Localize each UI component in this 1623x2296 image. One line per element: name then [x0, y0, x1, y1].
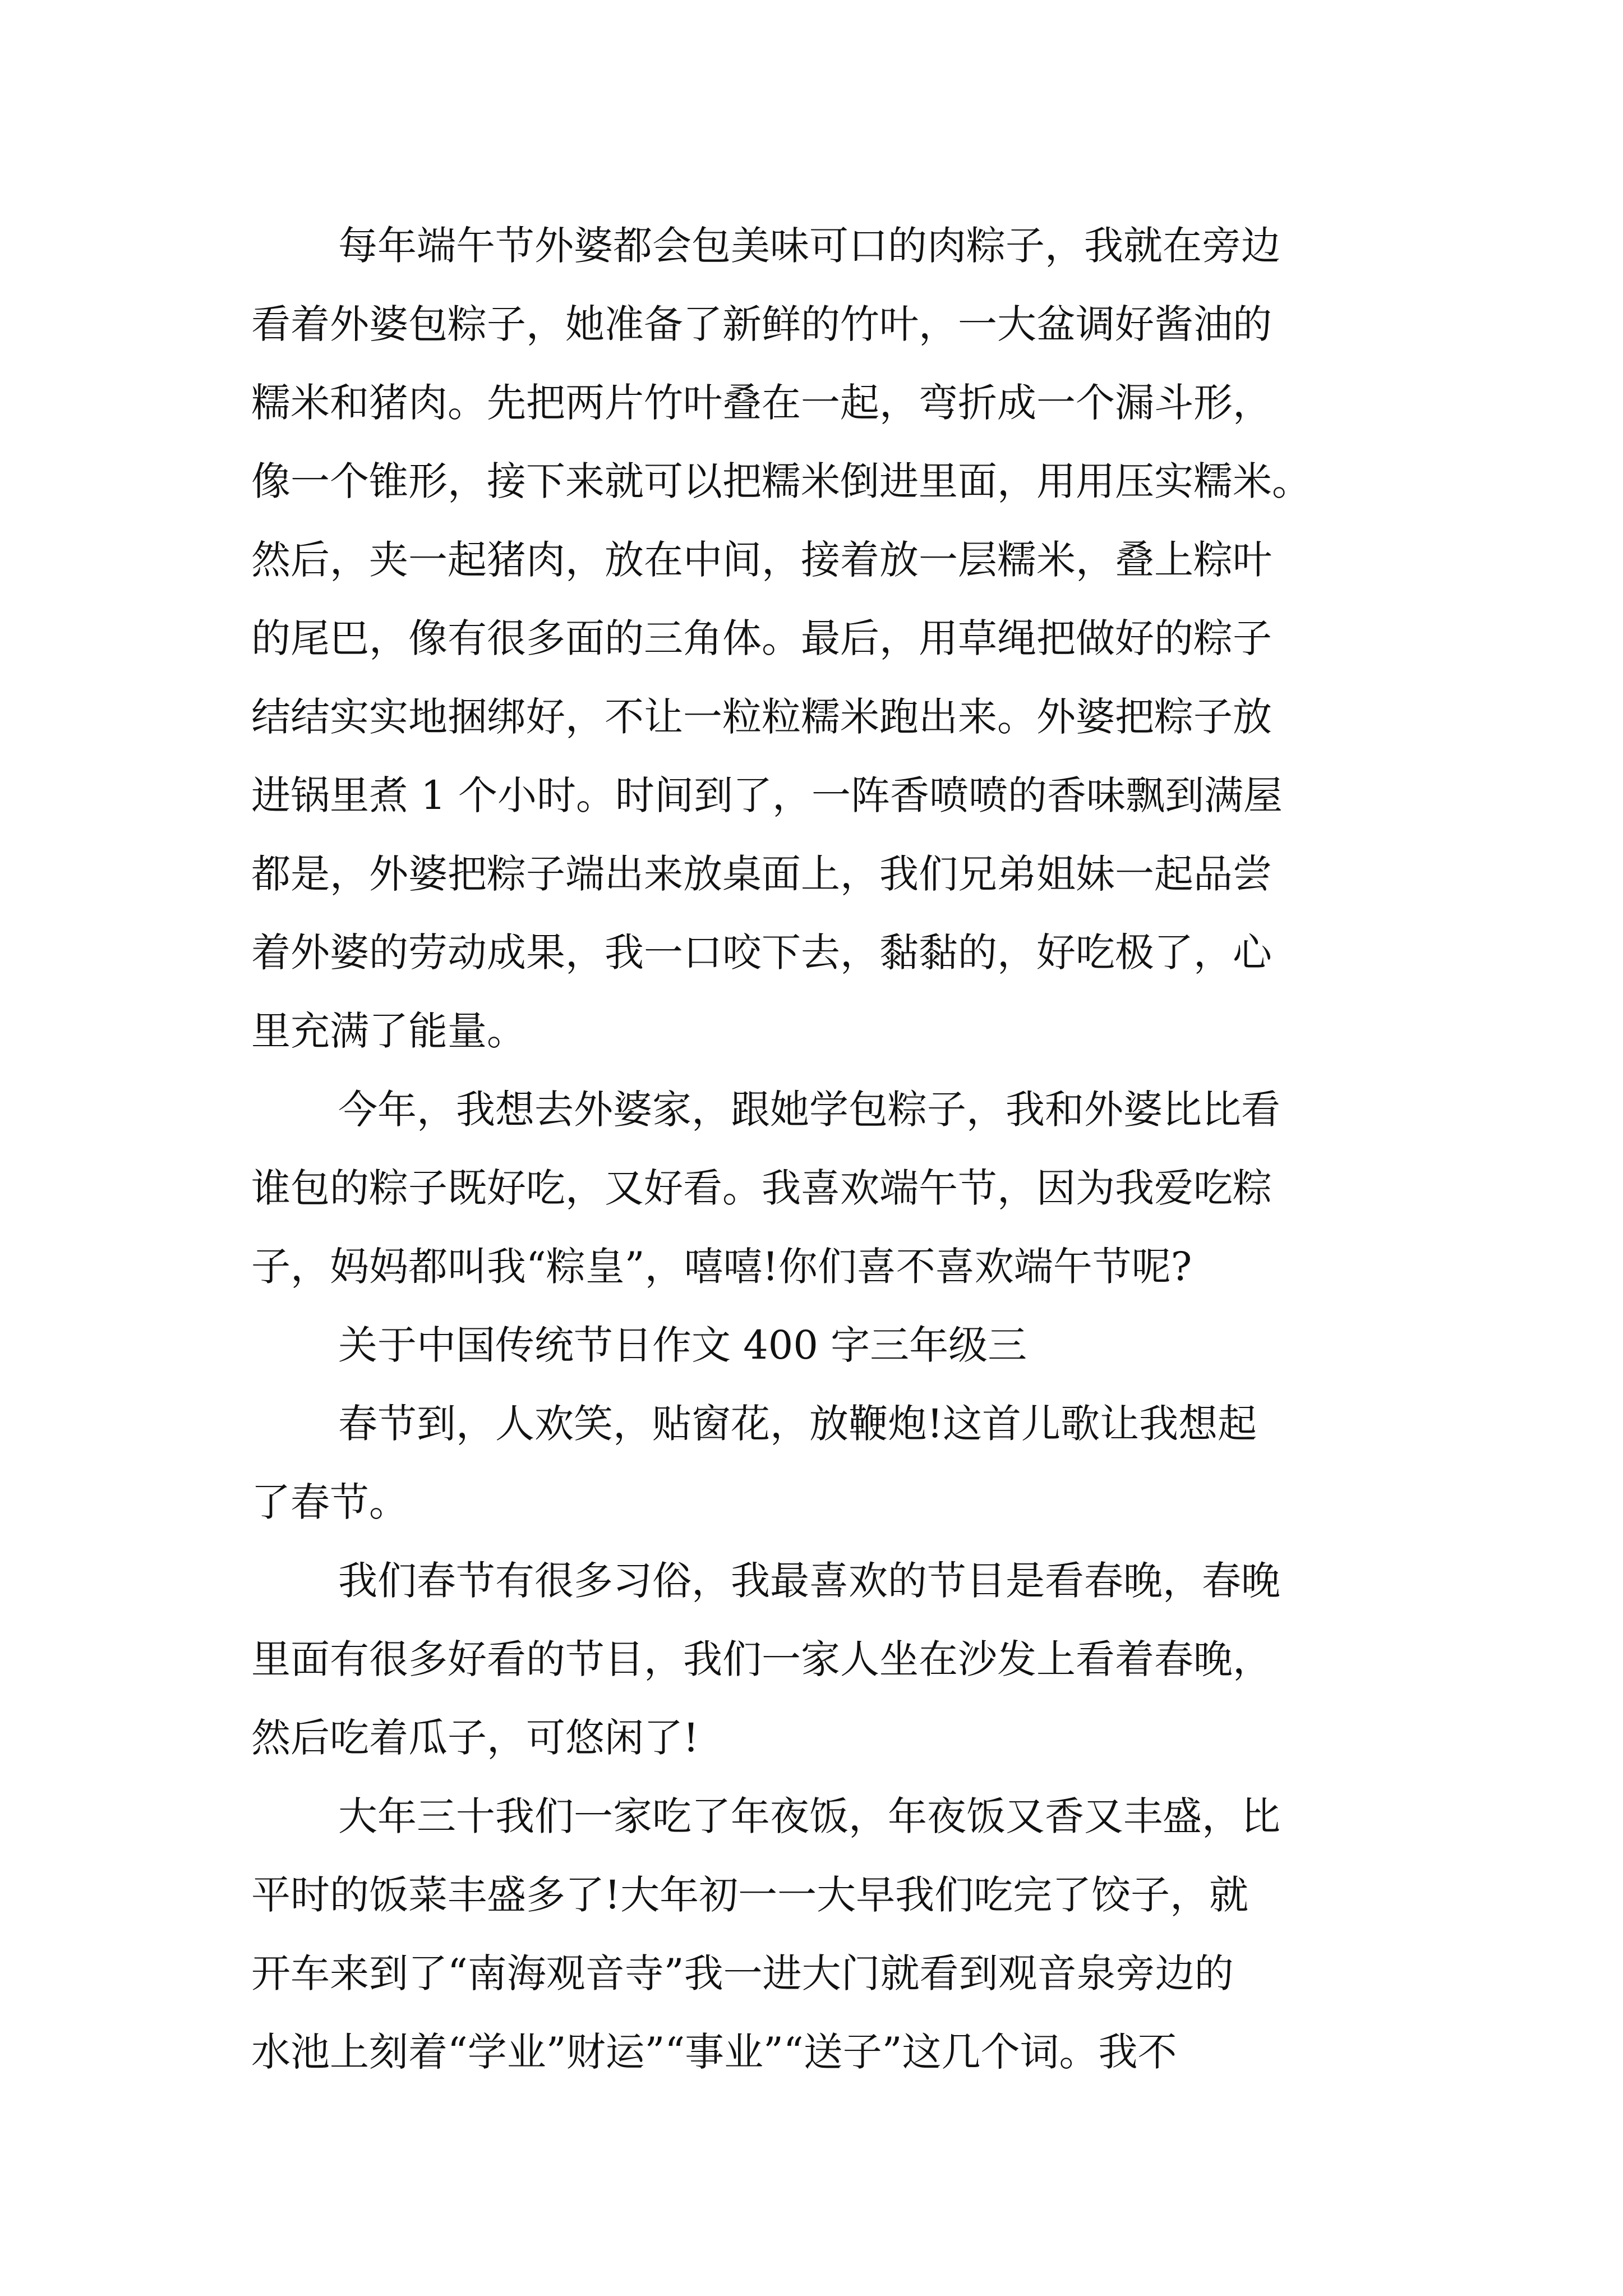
text-line: 结结实实地捆绑好，不让一粒粒糯米跑出来。外婆把粽子放	[251, 694, 1272, 740]
text-line: 的尾巴，像有很多面的三角体。最后，用草绳把做好的粽子	[251, 615, 1272, 661]
text-line: 都是，外婆把粽子端出来放桌面上，我们兄弟姐妹一起品尝	[251, 851, 1272, 897]
text-line: 进锅里煮 1 个小时。时间到了，一阵香喷喷的香味飘到满屋	[251, 772, 1283, 818]
text-line: 然后吃着瓜子，可悠闲了!	[251, 1715, 699, 1761]
text-line: 像一个锥形，接下来就可以把糯米倒进里面，用用压实糯米。	[251, 458, 1311, 504]
text-line: 大年三十我们一家吃了年夜饭，年夜饭又香又丰盛，比	[338, 1793, 1280, 1839]
text-line: 我们春节有很多习俗，我最喜欢的节目是看春晚，春晚	[338, 1558, 1280, 1604]
text-line: 里面有很多好看的节目，我们一家人坐在沙发上看着春晚，	[251, 1636, 1272, 1682]
text-line: 了春节。	[251, 1479, 408, 1525]
text-line: 每年端午节外婆都会包美味可口的肉粽子，我就在旁边	[338, 223, 1280, 269]
text-line: 开车来到了“南海观音寺”我一进大门就看到观音泉旁边的	[251, 1950, 1234, 1996]
text-line: 平时的饭菜丰盛多了!大年初一一大早我们吃完了饺子，就	[251, 1872, 1249, 1918]
section-title: 关于中国传统节日作文 400 字三年级三	[338, 1322, 1027, 1368]
text-line: 看着外婆包粽子，她准备了新鲜的竹叶，一大盆调好酱油的	[251, 301, 1272, 347]
essay-body	[251, 206, 1401, 2091]
text-line: 谁包的粽子既好吃，又好看。我喜欢端午节，因为我爱吃粽	[251, 1165, 1272, 1211]
text-line: 着外婆的劳动成果，我一口咬下去，黏黏的，好吃极了，心	[251, 930, 1272, 976]
text-line: 糯米和猪肉。先把两片竹叶叠在一起，弯折成一个漏斗形，	[251, 380, 1272, 426]
text-line: 水池上刻着“学业”财运”“事业”“送子”这几个词。我不	[251, 2029, 1177, 2075]
text-line: 子，妈妈都叫我“粽皇”，嘻嘻!你们喜不喜欢端午节呢?	[251, 1244, 1192, 1290]
text-line: 春节到，人欢笑，贴窗花，放鞭炮!这首儿歌让我想起	[338, 1401, 1257, 1447]
text-line: 然后，夹一起猪肉，放在中间，接着放一层糯米，叠上粽叶	[251, 537, 1272, 583]
text-line: 里充满了能量。	[251, 1008, 526, 1054]
text-line: 今年，我想去外婆家，跟她学包粽子，我和外婆比比看	[338, 1087, 1280, 1133]
